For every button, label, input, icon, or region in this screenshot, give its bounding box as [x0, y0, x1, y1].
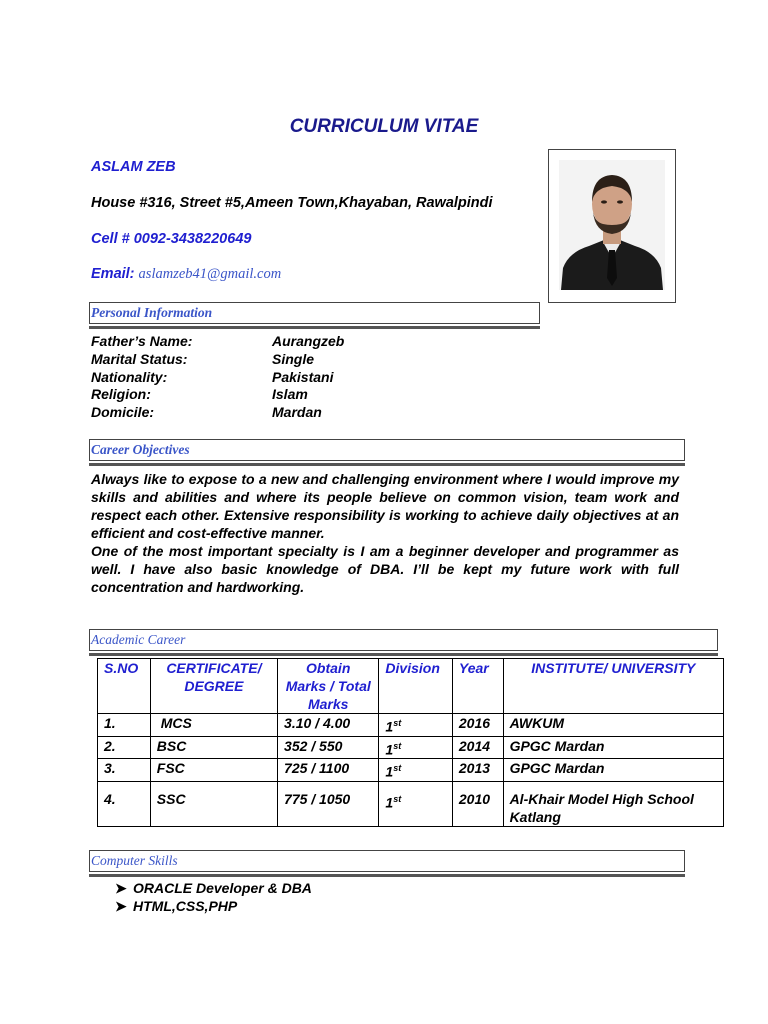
cell-institute: Al-Khair Model High School Katlang	[503, 781, 723, 826]
arrowhead-bullet-icon: ➤	[115, 898, 127, 914]
address: House #316, Street #5,Ameen Town,Khayaban, Rawalpindi	[91, 195, 493, 211]
label-religion: Religion:	[91, 386, 151, 402]
profile-photo	[559, 160, 665, 290]
cell-sno: 1.	[98, 714, 151, 737]
email-line	[91, 266, 281, 283]
table-header-row	[98, 659, 724, 714]
cell-year: 2013	[452, 759, 503, 782]
cell-division: 1st	[379, 714, 452, 737]
table-row	[98, 759, 724, 782]
value-religion: Islam	[272, 386, 308, 402]
cell-marks: 725 / 1100	[278, 759, 379, 782]
section-divider	[89, 874, 685, 877]
section-title-career: Career Objectives	[91, 442, 190, 457]
cell-year: 2016	[452, 714, 503, 737]
table-row	[98, 736, 724, 759]
arrowhead-bullet-icon: ➤	[115, 880, 127, 896]
list-item	[115, 898, 237, 915]
cell-division: 1st	[379, 736, 452, 759]
career-paragraph-1: Always like to expose to a new and challenging environment where I would improve my skills and abilities and where its people believe on common vision, team work and respect each other. Extensive responsibility is working to achieve daily objectives at an efficient and cost-effective manner.	[91, 471, 679, 541]
section-title-academic: Academic Career	[91, 632, 186, 647]
cell-sno: 4.	[98, 781, 151, 826]
value-nationality: Pakistani	[272, 369, 334, 385]
section-header-skills	[89, 850, 685, 872]
email-value: aslamzeb41@gmail.com	[138, 266, 282, 282]
value-domicile: Mardan	[272, 404, 322, 420]
cell-degree: FSC	[150, 759, 277, 782]
value-fathers-name: Aurangzeb	[272, 333, 345, 349]
section-title-skills: Computer Skills	[91, 853, 178, 868]
label-domicile: Domicile:	[91, 404, 155, 420]
cell-degree: BSC	[150, 736, 277, 759]
document-title: CURRICULUM VITAE	[289, 116, 479, 137]
cell-number: Cell # 0092-3438220649	[91, 231, 252, 247]
section-header-career	[89, 439, 685, 461]
table-row	[98, 781, 724, 826]
academic-table	[97, 658, 724, 827]
label-nationality: Nationality:	[91, 369, 168, 385]
label-fathers-name: Father’s Name:	[91, 333, 193, 349]
cell-year: 2014	[452, 736, 503, 759]
col-header-sno: S.NO	[98, 659, 151, 714]
cell-institute: AWKUM	[503, 714, 723, 737]
profile-photo-frame	[548, 149, 676, 303]
cell-sno: 3.	[98, 759, 151, 782]
section-divider	[89, 326, 540, 329]
cell-sno: 2.	[98, 736, 151, 759]
cell-marks: 775 / 1050	[278, 781, 379, 826]
skill-text: ORACLE Developer & DBA	[133, 880, 312, 896]
cell-degree: MCS	[150, 714, 277, 737]
col-header-institute: INSTITUTE/ UNIVERSITY	[503, 659, 723, 714]
table-row	[98, 714, 724, 737]
email-label: Email:	[91, 266, 135, 282]
candidate-name: ASLAM ZEB	[91, 159, 176, 175]
col-header-year: Year	[452, 659, 503, 714]
section-divider	[89, 463, 685, 466]
section-divider	[89, 653, 718, 656]
col-header-marks: Obtain Marks / Total Marks	[278, 659, 379, 714]
cell-marks: 3.10 / 4.00	[278, 714, 379, 737]
career-objectives-text	[91, 470, 679, 596]
skill-text: HTML,CSS,PHP	[133, 898, 238, 914]
label-marital-status: Marital Status:	[91, 351, 188, 367]
cell-degree: SSC	[150, 781, 277, 826]
cell-marks: 352 / 550	[278, 736, 379, 759]
list-item	[115, 880, 312, 897]
value-marital-status: Single	[272, 351, 315, 367]
cell-division: 1st	[379, 781, 452, 826]
section-header-personal	[89, 302, 540, 324]
cell-institute: GPGC Mardan	[503, 759, 723, 782]
career-paragraph-2: One of the most important specialty is I am a beginner developer and programmer as well. I have also basic knowledge of DBA. I’ll be kept my future work with full concentration and hardworking.	[91, 543, 679, 595]
col-header-degree: CERTIFICATE/ DEGREE	[150, 659, 277, 714]
section-title-personal: Personal Information	[91, 305, 213, 320]
cell-year: 2010	[452, 781, 503, 826]
cell-institute: GPGC Mardan	[503, 736, 723, 759]
col-header-division: Division	[379, 659, 452, 714]
section-header-academic	[89, 629, 718, 651]
cell-division: 1st	[379, 759, 452, 782]
